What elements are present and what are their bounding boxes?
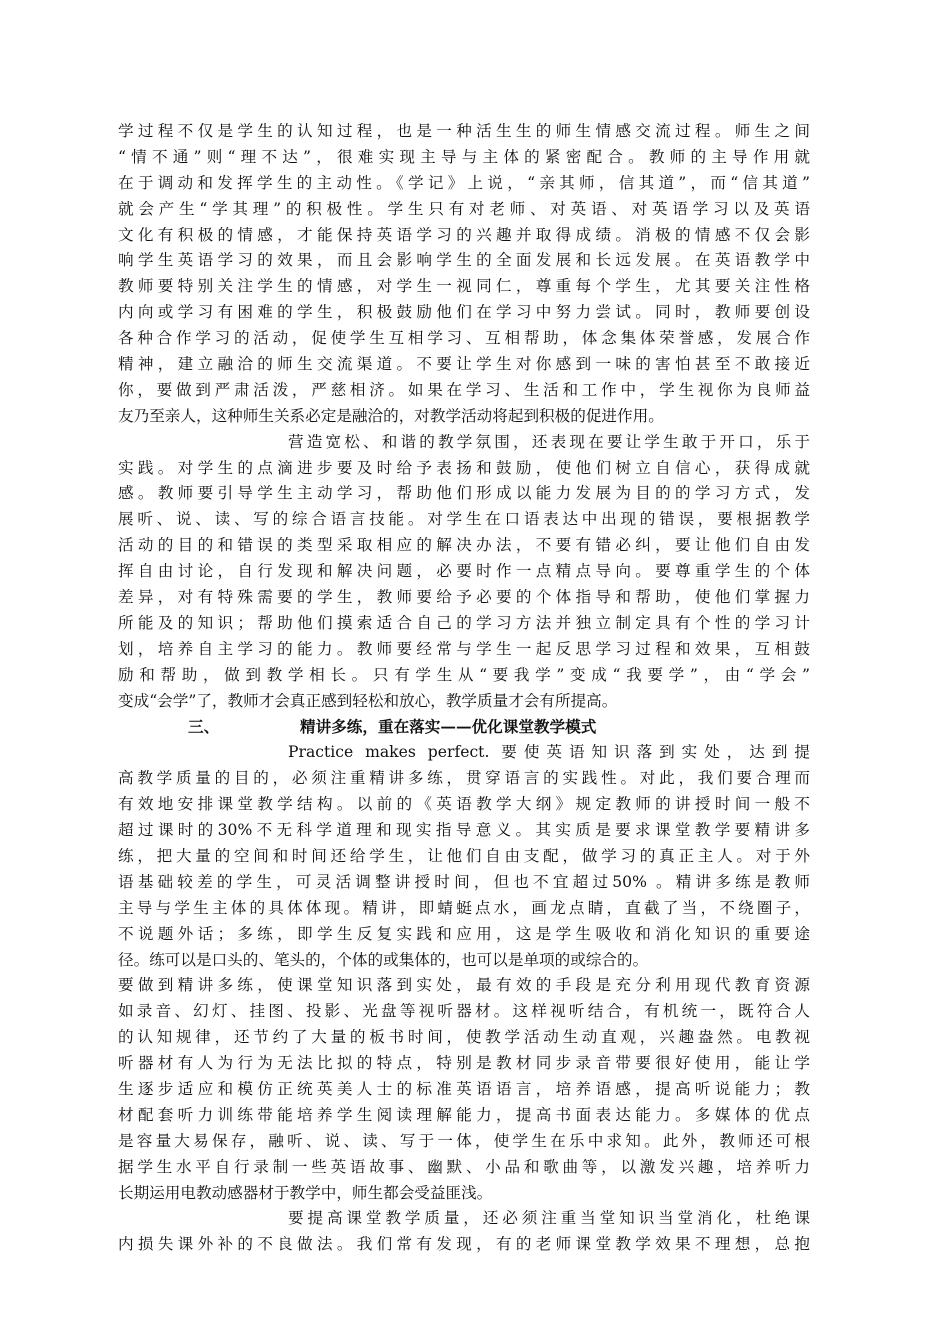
- text-line: 挥自由讨论，自行发现和解决问题，必要时作一点精点导向。要尊重学生的个体: [118, 562, 810, 581]
- text-line: 营造宽松、和谐的教学氛围，还表现在要让学生敢于开口，乐于: [288, 432, 810, 451]
- text-line: 所能及的知识；帮助他们摸索适合自己的学习方法并独立制定具有个性的学习计: [118, 613, 810, 632]
- text-line: 你，要做到严肃活泼，严慈相济。如果在学习、生活和工作中，学生视你为良师益: [118, 380, 810, 399]
- text-line: 听器材有人为行为无法比拟的特点，特别是教材同步录音带要很好使用，能让学: [118, 1054, 810, 1073]
- text-line: 精神，建立融洽的师生交流渠道。不要让学生对你感到一味的害怕甚至不敢接近: [118, 355, 810, 374]
- text-line: 教师要特别关注学生的情感，对学生一视同仁，尊重每个学生，尤其要关注性格: [118, 277, 810, 296]
- section-heading: [118, 714, 810, 740]
- text-line: 在于调动和发挥学生的主动性。《学记》上说，“亲其师，信其道”，而“信其道”: [118, 173, 810, 192]
- text-line: 友乃至亲人，这种师生关系必定是融洽的，对教学活动将起到积极的促进作用。: [118, 406, 664, 425]
- text-line: 语基础较差的学生，可灵活调整讲授时间，但也不宜超过50% 。精讲多练是教师: [118, 872, 810, 891]
- text-line: 活动的目的和错误的类型采取相应的解决办法，不要有错必纠，要让他们自由发: [118, 536, 810, 555]
- document-page: [118, 119, 810, 1258]
- text-line: 划，培养自主学习的能力。教师要经常与学生一起反思学习过程和效果，互相鼓: [118, 639, 810, 658]
- text-line: 变成“会学”了，教师才会真正感到轻松和放心，教学质量才会有所提高。: [118, 691, 618, 710]
- text-line: 如录音、幻灯、挂图、投影、光盘等视听器材。这样视听结合，有机统一，既符合人: [118, 1002, 810, 1021]
- text-line: 实践。对学生的点滴进步要及时给予表扬和鼓励，使他们树立自信心，获得成就: [118, 458, 810, 477]
- text-line: 据学生水平自行录制一些英语故事、幽默、小品和歌曲等，以激发兴趣，培养听力: [118, 1157, 810, 1176]
- text-line: 是容量大易保存，融听、说、读、写于一体，使学生在乐中求知。此外，教师还可根: [118, 1131, 810, 1150]
- text-line: 文化有积极的情感，才能保持英语学习的兴趣并取得成绩。消极的情感不仅会影: [118, 225, 810, 244]
- text-line: 学过程不仅是学生的认知过程，也是一种活生生的师生情感交流过程。师生之间: [118, 122, 810, 140]
- text-line: 响学生英语学习的效果，而且会影响学生的全面发展和长远发展。在英语教学中: [118, 251, 810, 270]
- text-line: 励和帮助，做到教学相长。只有学生从“要我学”变成“我要学”，由“学会”: [118, 665, 810, 684]
- text-line: 练，把大量的空间和时间还给学生，让他们自由支配，做学习的真正主人。对于外: [118, 846, 810, 865]
- text-line: 长期运用电教动感器材于教学中，师生都会受益匪浅。: [118, 1183, 493, 1202]
- paragraph-3: [118, 740, 810, 1206]
- text-line: 的认知规律，还节约了大量的板书时间，使教学活动生动直观，兴趣盎然。电教视: [118, 1028, 810, 1047]
- text-line: 主导与学生主体的具体体现。精讲，即蜻蜓点水，画龙点睛，直截了当，不绕圈子，: [118, 898, 810, 917]
- section-number: 三、: [188, 717, 220, 737]
- text-line: 感。教师要引导学生主动学习，帮助他们形成以能力发展为目的的学习方式，发: [118, 484, 810, 503]
- text-line: Practice makes perfect. 要使英语知识落到实处，达到提: [288, 743, 810, 762]
- text-line: 要提高课堂教学质量，还必须注重当堂知识当堂消化，杜绝课: [288, 1209, 810, 1228]
- text-line: 生逐步适应和模仿正统英美人士的标准英语语言，培养语感，提高听说能力；教: [118, 1079, 810, 1098]
- text-line: 材配套听力训练带能培养学生阅读理解能力，提高书面表达能力。多媒体的优点: [118, 1105, 810, 1124]
- text-line: 就会产生“学其理”的积极性。学生只有对老师、对英语、对英语学习以及英语: [118, 199, 810, 218]
- text-line: 有效地安排课堂教学结构。以前的《英语教学大纲》规定教师的讲授时间一般不: [118, 795, 810, 814]
- text-line: “情不通”则“理不达”，很难实现主导与主体的紧密配合。教师的主导作用就: [118, 147, 810, 166]
- text-line: 内向或学习有困难的学生，积极鼓励他们在学习中努力尝试。同时，教师要创设: [118, 303, 810, 322]
- text-line: 差异，对有特殊需要的学生，教师要给予必要的个体指导和帮助，使他们掌握力: [118, 588, 810, 607]
- text-line: 超过课时的30%不无科学道理和现实指导意义。其实质是要求课堂教学要精讲多: [118, 821, 810, 840]
- text-line: 内损失课外补的不良做法。我们常有发现，有的老师课堂教学效果不理想，总抱: [118, 1235, 810, 1254]
- text-line: 各种合作学习的活动，促使学生互相学习、互相帮助，体念集体荣誉感，发展合作: [118, 329, 810, 348]
- paragraph-2: [118, 430, 810, 715]
- paragraph-4: [118, 1206, 810, 1258]
- section-title: 精讲多练，重在落实——优化课堂教学模式: [300, 717, 597, 737]
- paragraph-1: [118, 119, 810, 430]
- text-line: 展听、说、读、写的综合语言技能。对学生在口语表达中出现的错误，要根据教学: [118, 510, 810, 529]
- text-line: 要做到精讲多练，使课堂知识落到实处，最有效的手段是充分利用现代教育资源: [118, 976, 810, 995]
- text-line: 不说题外话；多练，即学生反复实践和应用，这是学生吸收和消化知识的重要途: [118, 924, 810, 943]
- text-line: 径。练可以是口头的、笔头的，个体的或集体的，也可以是单项的或综合的。: [118, 950, 649, 969]
- text-line: 高教学质量的目的，必须注重精讲多练，贯穿语言的实践性。对此，我们要合理而: [118, 769, 810, 788]
